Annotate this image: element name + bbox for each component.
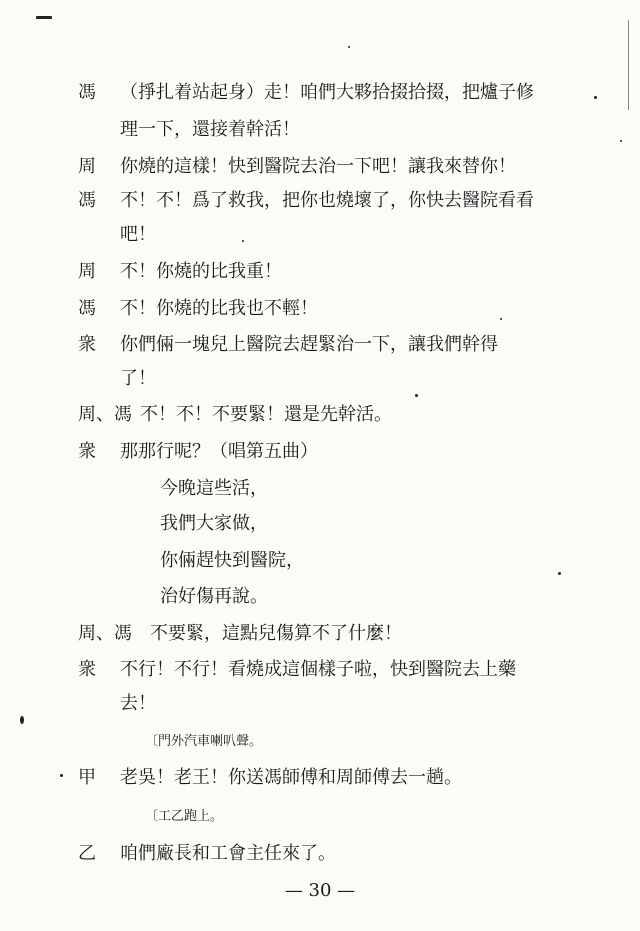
scan-artifact xyxy=(500,318,502,320)
speaker: 甲 xyxy=(78,767,96,788)
song-text: 今晚這些活， xyxy=(160,478,268,499)
speaker: 乙 xyxy=(78,843,96,864)
dialogue-text: 不！你燒的比我也不輕！ xyxy=(120,298,318,319)
dialogue-text: 你燒的這樣！快到醫院去治一下吧！讓我來替你！ xyxy=(120,156,516,177)
dialogue-text: 吧！ xyxy=(120,224,156,245)
scan-artifact xyxy=(415,394,418,397)
scan-artifact xyxy=(20,716,24,724)
speaker: 周、馮 xyxy=(78,404,132,425)
stage-direction-text: 〔工乙跑上。 xyxy=(145,809,224,824)
scan-artifact xyxy=(558,572,561,575)
scan-edge xyxy=(628,20,629,110)
dialogue-text: 你們倆一塊兒上醫院去趕緊治一下，讓我們幹得 xyxy=(120,334,498,355)
dialogue-text: 不！你燒的比我重！ xyxy=(120,261,282,282)
speaker: 周 xyxy=(78,261,96,282)
speaker: 衆 xyxy=(78,659,96,680)
stage-direction-text: 〔門外汽車喇叭聲。 xyxy=(145,734,263,749)
dialogue-text: 了！ xyxy=(120,368,156,389)
dialogue-text: 那那行呢？（唱第五曲） xyxy=(120,441,318,462)
scan-artifact xyxy=(60,774,63,777)
dialogue-text: 老吳！老王！你送馮師傅和周師傅去一趟。 xyxy=(120,767,462,788)
speaker: 馮 xyxy=(78,82,96,103)
dialogue-text: 不行！不行！看燒成這個樣子啦，快到醫院去上藥 xyxy=(120,659,516,680)
song-text: 我們大家做， xyxy=(160,513,268,534)
page-number: — 30 — xyxy=(284,880,356,901)
dialogue-text: 咱們廠長和工會主任來了。 xyxy=(120,843,336,864)
speaker: 馮 xyxy=(78,190,96,211)
scan-artifact xyxy=(348,46,350,48)
dialogue-text: 不！不！不要緊！還是先幹活。 xyxy=(140,404,392,425)
speaker: 衆 xyxy=(78,441,96,462)
speaker: 周、馮 xyxy=(78,623,132,644)
scan-artifact xyxy=(594,96,597,99)
dialogue-text: （掙扎着站起身）走！咱們大夥拾掇拾掇，把爐子修 xyxy=(120,82,534,103)
scan-artifact xyxy=(36,16,52,19)
dialogue-text: 理一下，還接着幹活！ xyxy=(120,119,300,140)
song-text: 治好傷再說。 xyxy=(160,586,268,607)
scan-artifact xyxy=(620,140,622,142)
song-text: 你倆趕快到醫院， xyxy=(160,550,304,571)
dialogue-text: 不要緊，這點兒傷算不了什麼！ xyxy=(150,623,402,644)
speaker: 衆 xyxy=(78,334,96,355)
dialogue-text: 去！ xyxy=(120,693,156,714)
speaker: 周 xyxy=(78,156,96,177)
speaker: 馮 xyxy=(78,298,96,319)
scan-artifact xyxy=(242,240,244,242)
dialogue-text: 不！不！爲了救我，把你也燒壞了，你快去醫院看看 xyxy=(120,190,534,211)
